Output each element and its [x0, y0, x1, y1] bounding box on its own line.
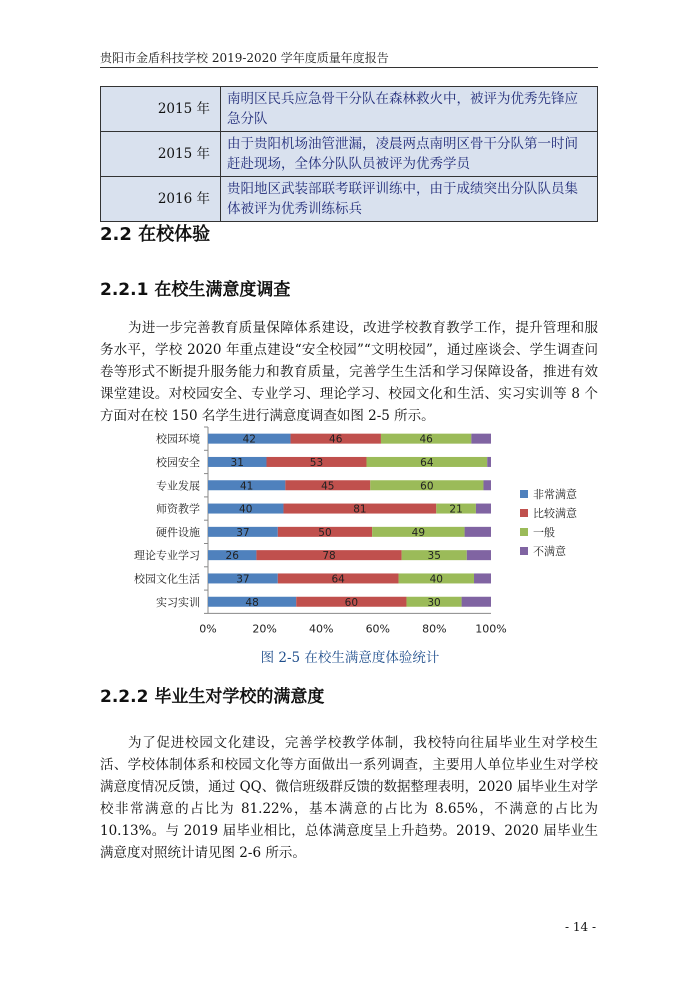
data-label: 35	[427, 550, 441, 563]
award-desc: 由于贵阳机场油管泄漏，凌晨两点南明区骨干分队第一时间赶赴现场，全体分队队员被评为优秀学员	[221, 132, 598, 177]
bar-segment	[474, 573, 491, 583]
legend-swatch	[520, 547, 528, 555]
table-row	[101, 177, 598, 222]
data-label: 50	[318, 526, 332, 539]
x-tick-label: 60%	[365, 622, 391, 636]
data-label: 53	[309, 456, 324, 469]
bar-segment	[487, 457, 491, 467]
award-year: 2015 年	[101, 132, 221, 177]
category-label: 硬件设施	[156, 525, 200, 539]
category-label: 理论专业学习	[134, 549, 200, 563]
data-label: 40	[239, 503, 253, 516]
data-label: 40	[429, 573, 443, 586]
paragraph-student-survey: 为进一步完善教育质量保障体系建设，改进学校教育教学工作，提升管理和服务水平，学校 2020 年重点建设“安全校园”“文明校园”，通过座谈会、学生调查问卷等形式不断提升服务能力和教育质量，完善学生生活和学习保障设备，推进有效课堂建设。对校园安全、专业学习、理论学习、校园文化和生活、实习实训等 8 个方面对在校 150 名学生进行满意度调查如图 2-5 所示。	[100, 320, 598, 424]
data-label: 45	[321, 480, 335, 493]
satisfaction-chart	[100, 422, 600, 640]
data-label: 46	[419, 433, 433, 446]
table-row	[101, 132, 598, 177]
legend-swatch	[520, 490, 528, 498]
data-label: 48	[245, 596, 259, 609]
bar-segment	[483, 480, 491, 490]
section-heading-2-2-2: 2.2.2 毕业生对学校的满意度	[100, 687, 325, 707]
bar-segment	[462, 597, 491, 607]
data-label: 31	[230, 456, 244, 469]
category-label: 专业发展	[156, 479, 200, 493]
data-label: 37	[236, 573, 250, 586]
x-tick-label: 40%	[308, 622, 334, 636]
data-label: 26	[225, 550, 239, 563]
category-label: 实习实训	[156, 595, 200, 609]
award-desc: 贵阳地区武装部联考联评训练中，由于成绩突出分队队员集体被评为优秀训练标兵	[221, 177, 598, 222]
x-tick-label: 80%	[422, 622, 447, 636]
bar-segment	[476, 504, 491, 514]
section-heading-2-2-1: 2.2.1 在校生满意度调查	[100, 280, 291, 300]
bar-segment	[467, 550, 491, 560]
data-label: 42	[242, 433, 256, 446]
page-header: 贵阳市金盾科技学校 2019-2020 学年度质量年度报告	[100, 51, 389, 65]
awards-table	[100, 86, 598, 222]
data-label: 30	[427, 596, 441, 609]
data-label: 21	[449, 503, 463, 516]
data-label: 49	[411, 526, 426, 539]
legend-label: 非常满意	[533, 488, 577, 501]
category-label: 校园文化生活	[134, 572, 200, 586]
data-label: 81	[353, 503, 367, 516]
legend-label: 不满意	[533, 545, 566, 558]
award-desc: 南明区民兵应急骨干分队在森林救火中，被评为优秀先锋应急分队	[221, 87, 598, 132]
data-label: 78	[322, 550, 336, 563]
data-label: 41	[239, 480, 254, 493]
legend-label: 比较满意	[533, 507, 577, 520]
bar-segment	[471, 434, 491, 444]
data-label: 60	[420, 480, 434, 493]
page-number: - 14 -	[564, 920, 596, 934]
category-label: 师资教学	[156, 502, 200, 516]
category-label: 校园环境	[156, 432, 200, 446]
section-heading-2-2: 2.2 在校体验	[100, 224, 211, 245]
table-row	[101, 87, 598, 132]
data-label: 60	[344, 596, 359, 609]
bar-segment	[465, 527, 491, 537]
header-rule	[100, 67, 598, 68]
x-tick-label: 100%	[475, 622, 507, 636]
data-label: 64	[331, 573, 345, 586]
figure-caption: 图 2-5 在校生满意度体验统计	[260, 650, 440, 666]
data-label: 64	[420, 456, 434, 469]
legend-swatch	[520, 528, 528, 536]
category-label: 校园安全	[156, 455, 200, 469]
award-year: 2016 年	[101, 177, 221, 222]
x-tick-label: 0%	[199, 622, 217, 636]
data-label: 46	[329, 433, 343, 446]
x-tick-label: 20%	[252, 622, 277, 636]
award-year: 2015 年	[101, 87, 221, 132]
legend-label: 一般	[533, 526, 555, 539]
legend-swatch	[520, 509, 528, 517]
paragraph-graduate-survey: 为了促进校园文化建设，完善学校教学体制，我校特向往届毕业生对学校生活、学校体制体系和校园文化等方面做出一系列调查，主要用人单位毕业生对学校满意度情况反馈，通过 QQ、微信班级群反馈的数据整理表明，2020 届毕业生对学校非常满意的占比为 81.22%，基本满意的占比为 8.65%，不满意的占比为 10.13%。与 2019 届毕业相比，总体满意度呈上升趋势。2019、2020 届毕业生满意度对照统计请见图 2-6 所示。	[100, 735, 598, 861]
data-label: 37	[236, 526, 250, 539]
